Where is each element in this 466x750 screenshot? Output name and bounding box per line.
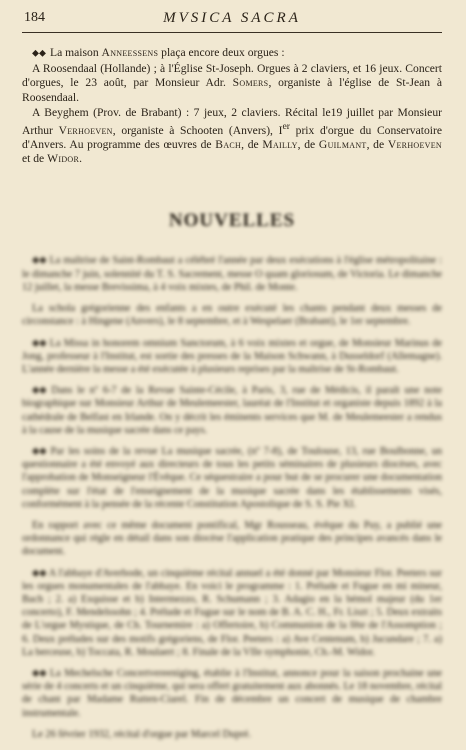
news-paragraph: ⬥⬥ La Mechelsche Concertvereeniging, établie à l'Institut, annonce pour la saison prochaine une série de 4 concerts et un cinquième, qui sera offert gratuitement aux abonnés. Le 18 novembre, récital de chant par Madame Rutten-Ciarel. Fin de décembre un concert de musique de chambre instrumentale.: [22, 667, 442, 719]
beyghem-text: , de: [297, 138, 316, 152]
beyghem-text: , de: [241, 138, 259, 152]
beyghem-text: et de: [22, 152, 45, 166]
organist-name: Verhoeven: [58, 123, 113, 137]
composer-name: Bach: [215, 138, 242, 152]
beyghem-text-end: .: [79, 152, 83, 166]
news-paragraph: ⬥⬥ Dans le nº 6-7 de la Revue Sainte-Cécile, à Paris, 3, rue de Médicis, il paraît une note biographique sur Monsieur Arthur de Meulemeester, lauréat de l'Institut et organiste depuis 1892 à la cathédrale de Belfast en Irlande. On y décrit les éminents services que M. de Meulemeester a rendus à la cause de la musique sacrée dans ce pays.: [22, 385, 442, 436]
news-paragraph: Le 26 février 1932, récital d'orgue par Marcel Dupré.: [32, 728, 251, 740]
composer-name: Guilmant: [318, 138, 367, 152]
roosendaal-text: A Roosendaal (Hollande) ; à l'Église St-Joseph. Orgues à 2 claviers, et 16 jeux. Concert d'orgues, le 23 août, par Monsieur Adr.: [22, 62, 442, 90]
roosendaal-paragraph: [22, 62, 442, 105]
ornament-icon: ⬥⬥: [32, 48, 46, 59]
header-rule: [22, 32, 442, 33]
news-paragraph: ⬥⬥ A l'abbaye d'Averbode, un cinquième récital annuel a été donné par Monsieur Flor. Peeters sur les orgues monumentales de l'abbaye. En voici le programme : 1. Prélude et Fugue en mi mineur, Bach ; 2. a) Exquisse et b) Intermezzo, R. Schumann ; 3. Adagio en la bémol majeur (du 1er concerto), F. Mendelssohn ; 4. Prélude et Fugue sur le nom de B. A. C. H., Fr. Liszt ; 5. Deux extraits de L'orgue Mystique, de Ch. Tournemire : a) Offertoire, b) Communion de la fête de l'Assomption ; 6. Deux préludes sur des motifs grégoriens, de Flor. Peeters : a) Ave Centenum, b) Jucundare ; 7. a) La berceuse, b) Toccata, R. Moulaert ; 8. Finale de la VIIe symphonie, Ch.-M. Widor.: [22, 567, 442, 658]
composer-name: Widor: [47, 152, 80, 166]
news-paragraph: La schola grégorienne des enfants a en outre exécuté les chants pendant deux messes de circonstance : à Hingene (Anvers), le 8 septembre, et à Wespelaer (Brabant), le 1er septembre.: [22, 303, 442, 328]
news-body: [22, 254, 442, 741]
beyghem-text: A Beyghem (Prov. de Brabant) : 7 jeux, 2 claviers. Récital le19 juillet par Monsieur Arthur: [22, 105, 442, 137]
beyghem-text: , de: [366, 138, 385, 152]
composer-name: Verhoeven: [387, 138, 443, 152]
intro-paragraph: [22, 46, 442, 61]
news-paragraph: ⬥⬥ La Missa in honorem omnium Sanctorum, à 6 voix mixtes et orgue, de Monsieur Marinus de Jong, professeur à l'Institut, est sortie des presses de la Maison Schwann, à Dusseldorf (Allemagne). L'année dernière la messe a été exécutée à plusieurs reprises par la maîtrise de St-Rombaut.: [22, 337, 442, 375]
news-paragraph: ⬥⬥ Par les soins de la revue La musique sacrée, (nº 7-8), de Toulouse, 13, rue Boulbonne, un questionnaire a été envoyé aux directeurs de tous les petits séminaires de plusieurs diocèses, avec l'approbation de Monseigneur l'Évêque. Ce séquestraire a pour but de se procurer une documentation complète sur l'état de l'enseignement de la musique sacrée dans les établissements visés, conformément à la pensée de la récente Constitution Apostolique de S. S. Pie XI.: [22, 445, 442, 510]
page-header: [22, 0, 442, 34]
news-paragraph: En rapport avec ce même document pontifical, Mgr Rousseau, évêque du Puy, a publié une ordonnance qui règle en détail dans son diocèse l'application pratique des principes avancés dans le document.: [22, 519, 442, 558]
news-paragraph: ⬥⬥ La maîtrise de Saint-Rombaut a célébré l'année par deux exécutions à l'église métropolitaine : le dimanche 7 juin, solennité du T. S. Sacrement, messe O quam gloriosum, de Victoria. Le dimanche 12 juillet, la messe Brevissima, à 4 voix mixtes, de Phil. de Monte.: [22, 255, 442, 293]
organ-notices: [22, 46, 442, 166]
organist-name: Somers: [232, 76, 269, 90]
superscript: er: [282, 121, 290, 133]
section-title: NOUVELLES: [168, 210, 296, 232]
beyghem-paragraph: [22, 106, 442, 167]
firm-name: Anneessens: [101, 46, 159, 59]
beyghem-text: prix d'orgue du Conservatoire d'Anvers. Au programme des œuvres de: [22, 123, 442, 152]
intro-text: La maison: [50, 46, 99, 59]
composer-name: Mailly: [262, 138, 298, 152]
running-title: MVSICA SACRA: [163, 10, 301, 26]
page-number: 184: [24, 10, 45, 25]
beyghem-text: , organiste à Schooten (Anvers), I: [112, 123, 283, 137]
roosendaal-text-end: , organiste à l'église de St-Jean à Roosendaal.: [22, 76, 442, 104]
intro-text-end: plaça encore deux orgues :: [161, 46, 285, 59]
